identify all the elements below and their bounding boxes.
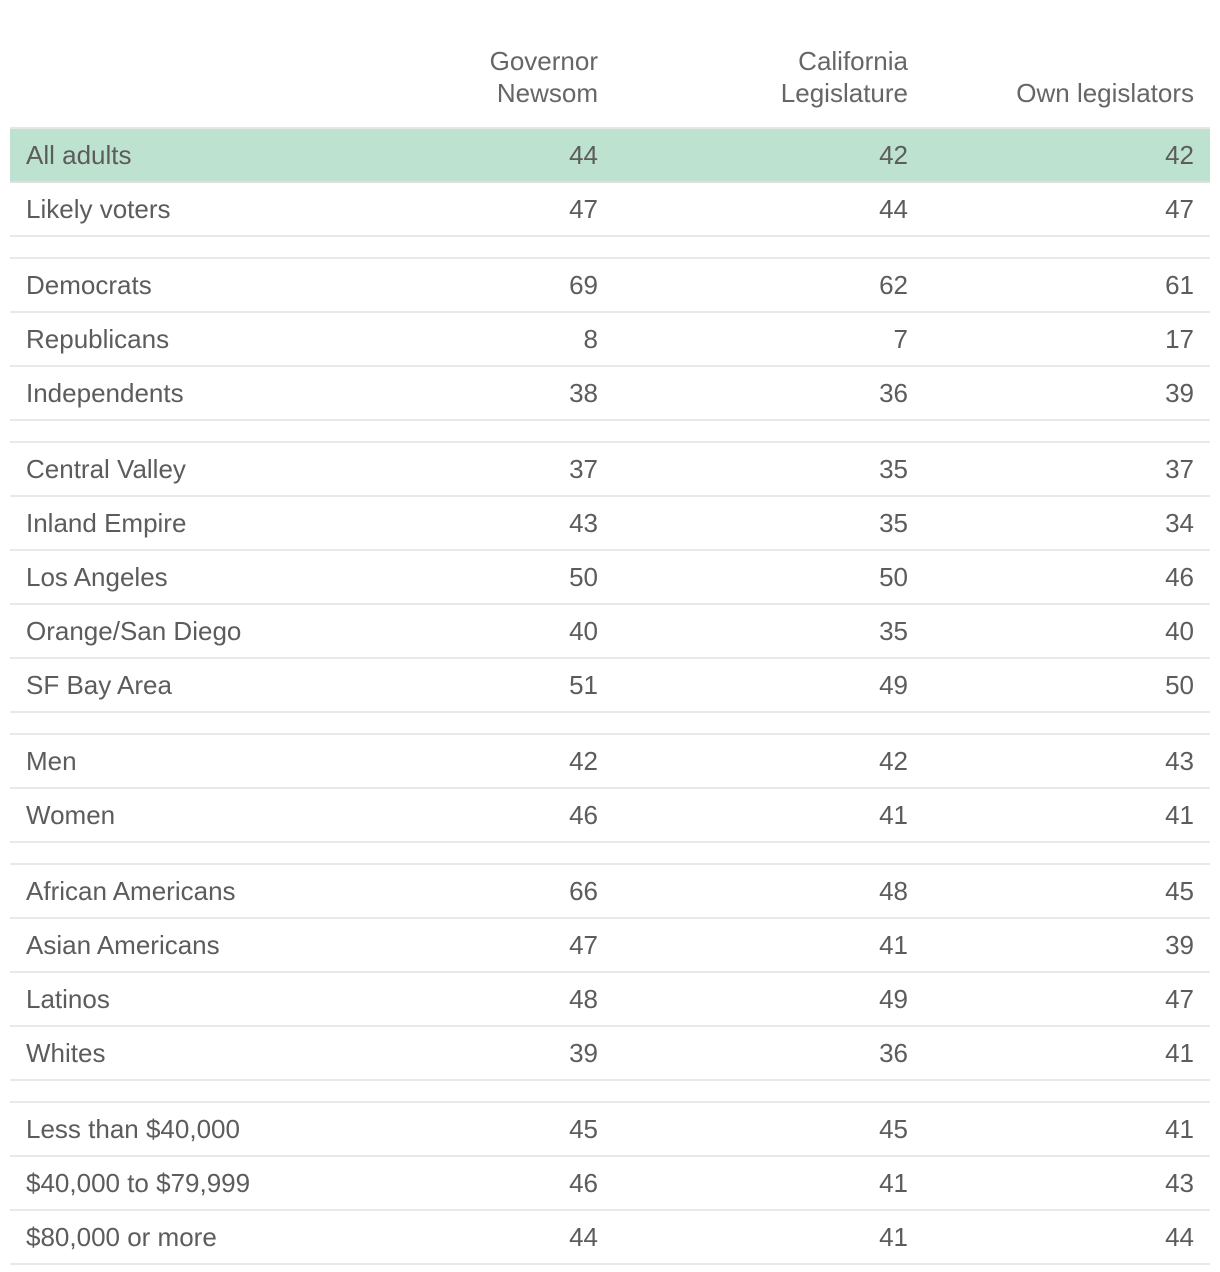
table-body bbox=[10, 129, 1210, 1265]
table-header bbox=[10, 0, 1210, 129]
row-label: Latinos bbox=[26, 984, 110, 1014]
row-label: Less than $40,000 bbox=[26, 1114, 240, 1144]
value-cell: 35 bbox=[879, 616, 908, 646]
table-row bbox=[10, 973, 1210, 1027]
value-cell: 44 bbox=[879, 194, 908, 224]
value-cell: 62 bbox=[879, 270, 908, 300]
value-cell: 43 bbox=[569, 508, 598, 538]
row-label: Women bbox=[26, 800, 116, 830]
value-cell: 39 bbox=[1165, 378, 1194, 408]
value-cell: 46 bbox=[569, 1168, 598, 1198]
value-cell: 44 bbox=[569, 1222, 598, 1252]
value-cell: 37 bbox=[569, 454, 598, 484]
value-cell: 51 bbox=[569, 670, 598, 700]
value-cell: 42 bbox=[879, 140, 908, 170]
table-row bbox=[10, 1157, 1210, 1211]
value-cell: 61 bbox=[1165, 270, 1194, 300]
table-row bbox=[10, 497, 1210, 551]
value-cell: 50 bbox=[1165, 670, 1194, 700]
column-header-own-legislators: Own legislators bbox=[1016, 78, 1194, 108]
value-cell: 66 bbox=[569, 876, 598, 906]
table-row bbox=[10, 551, 1210, 605]
value-cell: 47 bbox=[569, 194, 598, 224]
table-row bbox=[10, 789, 1210, 843]
value-cell: 36 bbox=[879, 1038, 908, 1068]
table-row bbox=[10, 1211, 1210, 1265]
table-row bbox=[10, 735, 1210, 789]
value-cell: 44 bbox=[569, 140, 598, 170]
value-cell: 50 bbox=[879, 562, 908, 592]
row-label: $40,000 to $79,999 bbox=[26, 1168, 251, 1198]
value-cell: 42 bbox=[879, 746, 908, 776]
column-header-governor-newsom: Governor Newsom bbox=[489, 46, 598, 108]
group-spacer bbox=[10, 713, 1210, 735]
table-row bbox=[10, 1103, 1210, 1157]
table-row bbox=[10, 605, 1210, 659]
row-label: Inland Empire bbox=[26, 508, 187, 538]
value-cell: 47 bbox=[569, 930, 598, 960]
value-cell: 39 bbox=[569, 1038, 598, 1068]
value-cell: 41 bbox=[879, 930, 908, 960]
value-cell: 41 bbox=[879, 1168, 908, 1198]
data-table bbox=[10, 0, 1210, 1265]
value-cell: 40 bbox=[1165, 616, 1194, 646]
value-cell: 49 bbox=[879, 984, 908, 1014]
row-label: SF Bay Area bbox=[26, 670, 172, 700]
table-row bbox=[10, 443, 1210, 497]
value-cell: 40 bbox=[569, 616, 598, 646]
value-cell: 46 bbox=[569, 800, 598, 830]
value-cell: 41 bbox=[1165, 800, 1194, 830]
row-label: Independents bbox=[26, 378, 184, 408]
table-row bbox=[10, 919, 1210, 973]
value-cell: 42 bbox=[1165, 140, 1194, 170]
row-label: Republicans bbox=[26, 324, 170, 354]
value-cell: 34 bbox=[1165, 508, 1194, 538]
value-cell: 43 bbox=[1165, 746, 1194, 776]
group-spacer bbox=[10, 1081, 1210, 1103]
table-row bbox=[10, 1027, 1210, 1081]
value-cell: 47 bbox=[1165, 984, 1194, 1014]
value-cell: 41 bbox=[879, 800, 908, 830]
group-spacer bbox=[10, 421, 1210, 443]
row-label: Central Valley bbox=[26, 454, 186, 484]
value-cell: 49 bbox=[879, 670, 908, 700]
table-row bbox=[10, 865, 1210, 919]
value-cell: 17 bbox=[1165, 324, 1194, 354]
value-cell: 41 bbox=[1165, 1114, 1194, 1144]
row-label: African Americans bbox=[26, 876, 236, 906]
value-cell: 47 bbox=[1165, 194, 1194, 224]
value-cell: 45 bbox=[1165, 876, 1194, 906]
row-label: Men bbox=[26, 746, 77, 776]
value-cell: 35 bbox=[879, 508, 908, 538]
value-cell: 39 bbox=[1165, 930, 1194, 960]
value-cell: 43 bbox=[1165, 1168, 1194, 1198]
table-row bbox=[10, 129, 1210, 183]
value-cell: 48 bbox=[879, 876, 908, 906]
row-label: $80,000 or more bbox=[26, 1222, 217, 1252]
row-label: All adults bbox=[26, 140, 132, 170]
value-cell: 48 bbox=[569, 984, 598, 1014]
value-cell: 38 bbox=[569, 378, 598, 408]
table-row bbox=[10, 367, 1210, 421]
group-spacer bbox=[10, 843, 1210, 865]
table-row bbox=[10, 259, 1210, 313]
value-cell: 69 bbox=[569, 270, 598, 300]
table-row bbox=[10, 659, 1210, 713]
table-row bbox=[10, 183, 1210, 237]
row-label: Asian Americans bbox=[26, 930, 220, 960]
value-cell: 41 bbox=[1165, 1038, 1194, 1068]
row-label: Whites bbox=[26, 1038, 106, 1068]
value-cell: 8 bbox=[583, 324, 598, 354]
row-label: Likely voters bbox=[26, 194, 171, 224]
value-cell: 44 bbox=[1165, 1222, 1194, 1252]
value-cell: 7 bbox=[893, 324, 908, 354]
column-header-california-legislature: California Legislature bbox=[780, 46, 908, 108]
row-label: Democrats bbox=[26, 270, 152, 300]
value-cell: 36 bbox=[879, 378, 908, 408]
row-label: Los Angeles bbox=[26, 562, 168, 592]
value-cell: 41 bbox=[879, 1222, 908, 1252]
value-cell: 35 bbox=[879, 454, 908, 484]
value-cell: 50 bbox=[569, 562, 598, 592]
value-cell: 42 bbox=[569, 746, 598, 776]
row-label: Orange/San Diego bbox=[26, 616, 242, 646]
table-row bbox=[10, 313, 1210, 367]
value-cell: 37 bbox=[1165, 454, 1194, 484]
value-cell: 46 bbox=[1165, 562, 1194, 592]
group-spacer bbox=[10, 237, 1210, 259]
value-cell: 45 bbox=[569, 1114, 598, 1144]
value-cell: 45 bbox=[879, 1114, 908, 1144]
